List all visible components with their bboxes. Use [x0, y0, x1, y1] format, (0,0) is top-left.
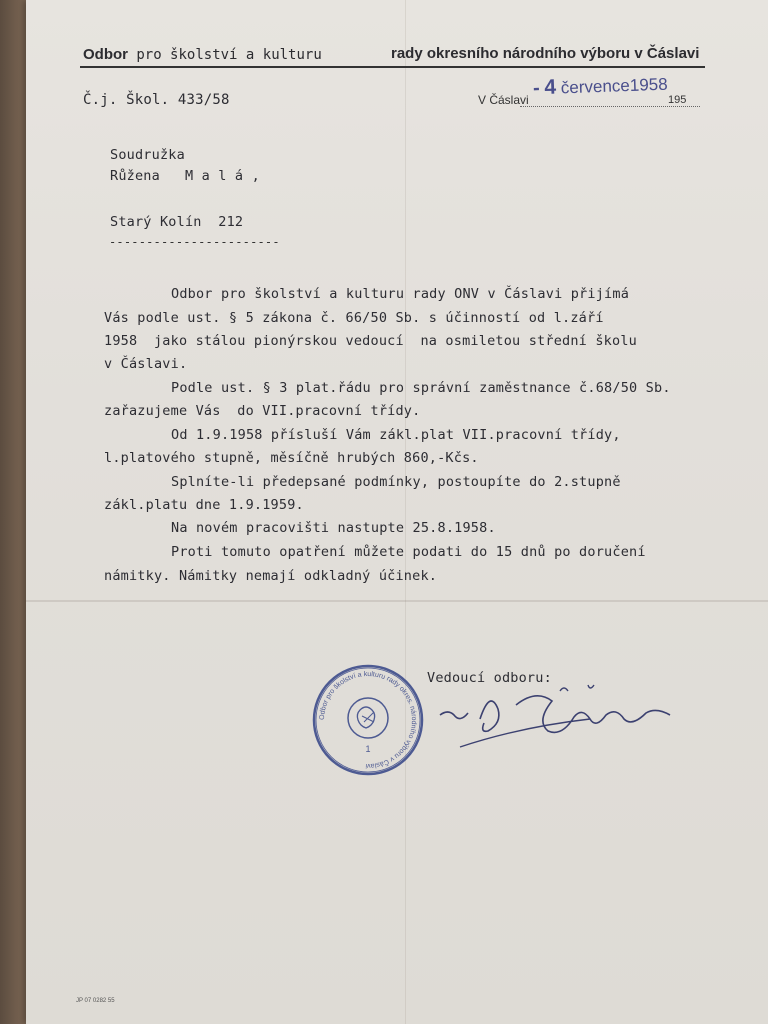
recipient-salutation: Soudružka	[110, 147, 185, 163]
date-stamp	[533, 72, 668, 101]
signature-label: Vedoucí odboru:	[427, 670, 552, 686]
date-stamp-month: července	[560, 75, 631, 98]
reference-number: Č.j. Škol. 433/58	[83, 92, 230, 108]
footer-print-code: JP 07 0282 55	[76, 998, 115, 1004]
seal-ring-text	[319, 671, 417, 769]
date-stamp-dash: -	[532, 77, 541, 100]
official-seal	[308, 660, 428, 780]
body-line: Splníte-li předepsané podmínky, postoupíte do 2.stupně	[171, 474, 621, 490]
letterhead-rule	[80, 66, 705, 68]
body-line: Proti tomuto opatření můžete podati do 15 dnů po doručení	[171, 544, 646, 560]
body-line: v Čáslavi.	[104, 356, 188, 372]
letterhead-dept-word: Odbor	[83, 46, 128, 63]
place-label: V Čáslavi	[478, 93, 529, 107]
handwritten-signature	[420, 675, 700, 755]
body-line: zařazujeme Vás do VII.pracovní třídy.	[104, 403, 421, 419]
letterhead-council: rady okresního národního výboru v Čáslavi	[391, 45, 700, 62]
body-line: Odbor pro školství a kulturu rady ONV v Čáslavi přijímá	[171, 286, 630, 302]
paper-fold-vertical	[405, 0, 406, 1024]
recipient-name: Růžena M a l á ,	[110, 168, 260, 184]
body-line: námitky. Námitky nemají odkladný účinek.	[104, 568, 438, 584]
recipient-underline: -----------------------	[109, 235, 280, 249]
body-line: Vás podle ust. § 5 zákona č. 66/50 Sb. s účinností od l.září	[104, 310, 604, 326]
body-line: 1958 jako stálou pionýrskou vedoucí na osmiletou střední školu	[104, 333, 637, 349]
body-line: Podle ust. § 3 plat.řádu pro správní zaměstnance č.68/50 Sb.	[171, 380, 671, 396]
body-line: l.platového stupně, měsíčně hrubých 860,-Kčs.	[104, 450, 479, 466]
body-line: Na novém pracovišti nastupte 25.8.1958.	[171, 520, 496, 536]
date-stamp-day: 4	[544, 75, 557, 99]
date-dotted-line	[520, 106, 700, 107]
seal-ring-path: Odbor pro školství a kulturu rady okres. národního výboru v Čáslavi	[318, 670, 418, 770]
date-stamp-year: 1958	[629, 74, 668, 95]
year-prefix: 195	[668, 94, 687, 106]
body-line: Od 1.9.1958 přísluší Vám zákl.plat VII.pracovní třídy,	[171, 427, 621, 443]
paper-fold-horizontal	[26, 600, 768, 602]
letterhead-dept-rest: pro školství a kulturu	[136, 47, 322, 63]
recipient-address: Starý Kolín 212	[110, 214, 244, 230]
letterhead-department	[83, 46, 322, 63]
body-line: zákl.platu dne 1.9.1959.	[104, 497, 304, 513]
seal-number: 1	[365, 744, 371, 754]
